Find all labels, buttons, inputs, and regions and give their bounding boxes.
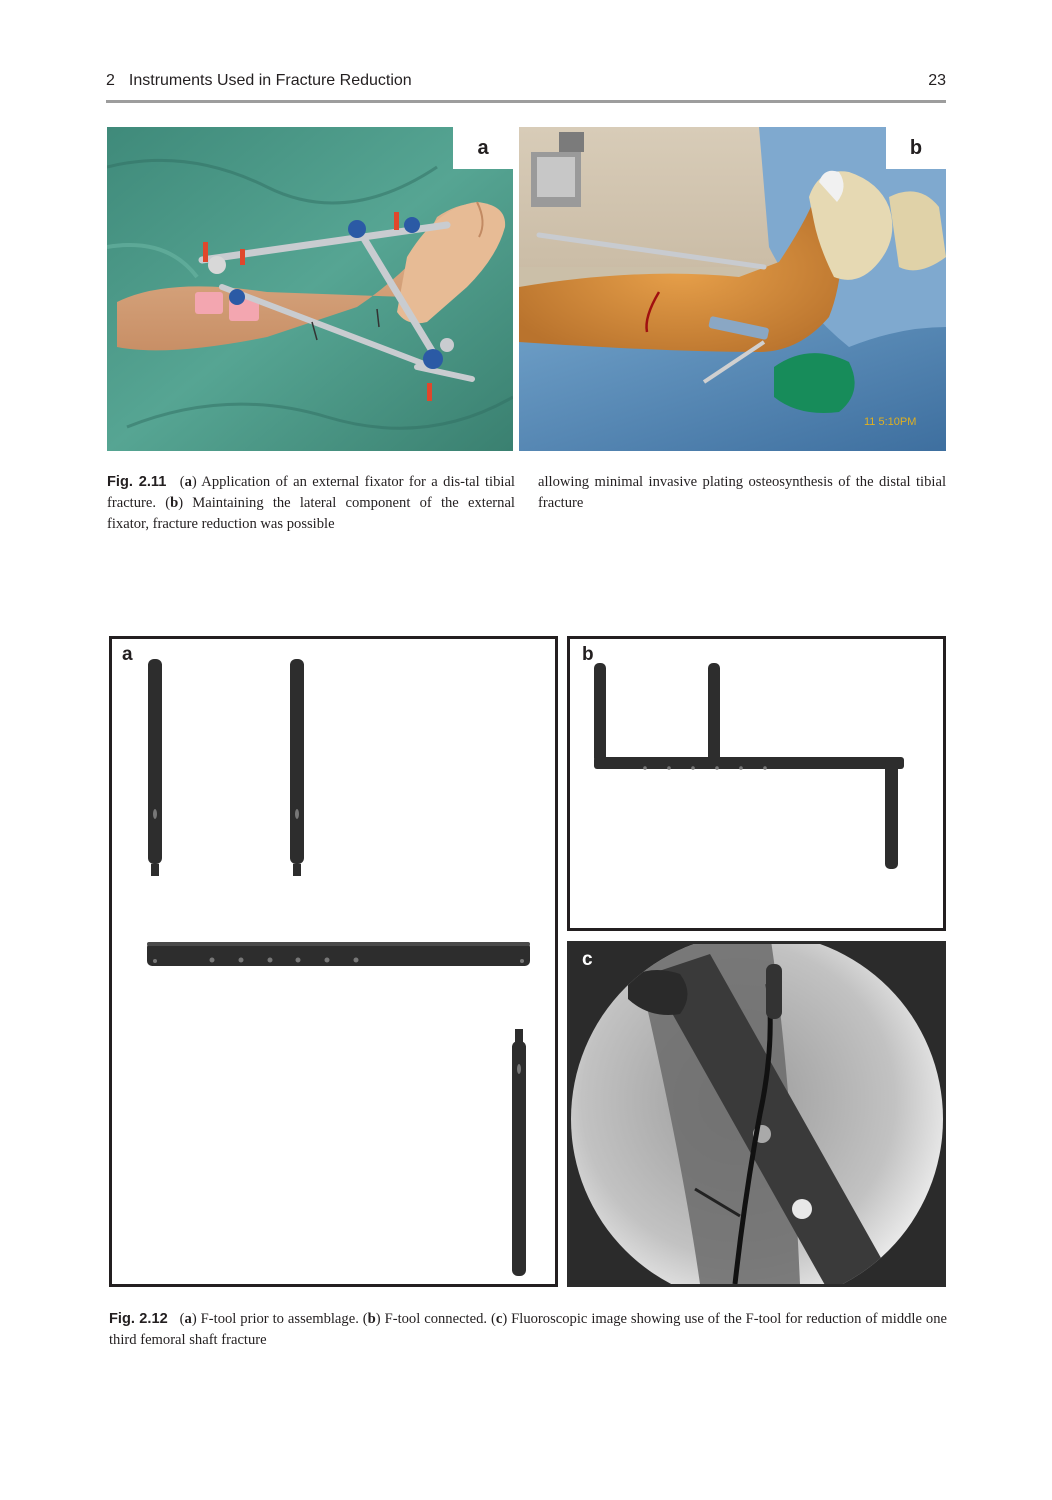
- fluoroscopic-image: [570, 944, 943, 1284]
- caption-text: ) F-tool prior to assemblage. (: [191, 1311, 368, 1327]
- photo-timestamp: 11 5:10PM: [864, 416, 917, 428]
- running-head: [106, 72, 946, 94]
- caption-text: (: [179, 1311, 185, 1327]
- fig-2-12-panel-a: [109, 636, 558, 1287]
- header-rule: [106, 100, 946, 103]
- caption-text: ) Application of an external fixator for a dis-tal tibial fracture. (: [107, 474, 515, 511]
- fig-2-11-panel-b-label: b: [886, 127, 946, 169]
- fig-2-12-panel-b-label: b: [582, 644, 594, 665]
- caption-panel-ref-c: c: [495, 1311, 503, 1327]
- fig-2-12-caption: [109, 1309, 947, 1351]
- fig-2-11-panel-a-label: a: [453, 127, 513, 169]
- caption-text: ) Fluoroscopic image showing use of the F-tool for reduction of middle one third femoral shaft fracture: [109, 1311, 947, 1348]
- fig-2-12-panel-c-label: c: [582, 949, 593, 970]
- caption-panel-ref-a: a: [184, 1311, 192, 1327]
- fig-2-11-caption-column-2: allowing minimal invasive plating osteosynthesis of the distal tibial fracture: [538, 474, 946, 511]
- chapter-number: 2: [106, 72, 115, 89]
- caption-text: ) F-tool connected. (: [375, 1311, 496, 1327]
- fig-2-11-panel-b-photo: [519, 127, 946, 451]
- caption-text: ) Maintaining the lateral component of the external fixator, fracture reduction was possible: [107, 495, 515, 532]
- caption-panel-ref-b: b: [170, 495, 179, 511]
- f-tool-assembled-illustration: [570, 639, 943, 928]
- fig-2-12-panel-b: [567, 636, 946, 931]
- fig-2-11-panel-a-photo: [107, 127, 513, 451]
- caption-panel-ref-b: b: [367, 1311, 376, 1327]
- chapter-title: Instruments Used in Fracture Reduction: [128, 72, 412, 89]
- fig-2-12-panel-a-label: a: [122, 644, 133, 665]
- fig-2-11-caption-column-1: [107, 472, 515, 535]
- fig-2-12-panel-c: [567, 941, 946, 1287]
- fig-2-12-label: Fig. 2.12: [109, 1311, 168, 1327]
- surgical-procedure-illustration: [519, 127, 946, 451]
- chapter-heading: [106, 72, 412, 90]
- f-tool-parts-illustration: [112, 639, 555, 1284]
- caption-text: (: [179, 474, 185, 490]
- page-number: 23: [928, 72, 946, 89]
- fig-2-11-label: Fig. 2.11: [107, 474, 167, 490]
- external-fixator-illustration: [107, 127, 513, 451]
- caption-panel-ref-a: a: [184, 474, 192, 490]
